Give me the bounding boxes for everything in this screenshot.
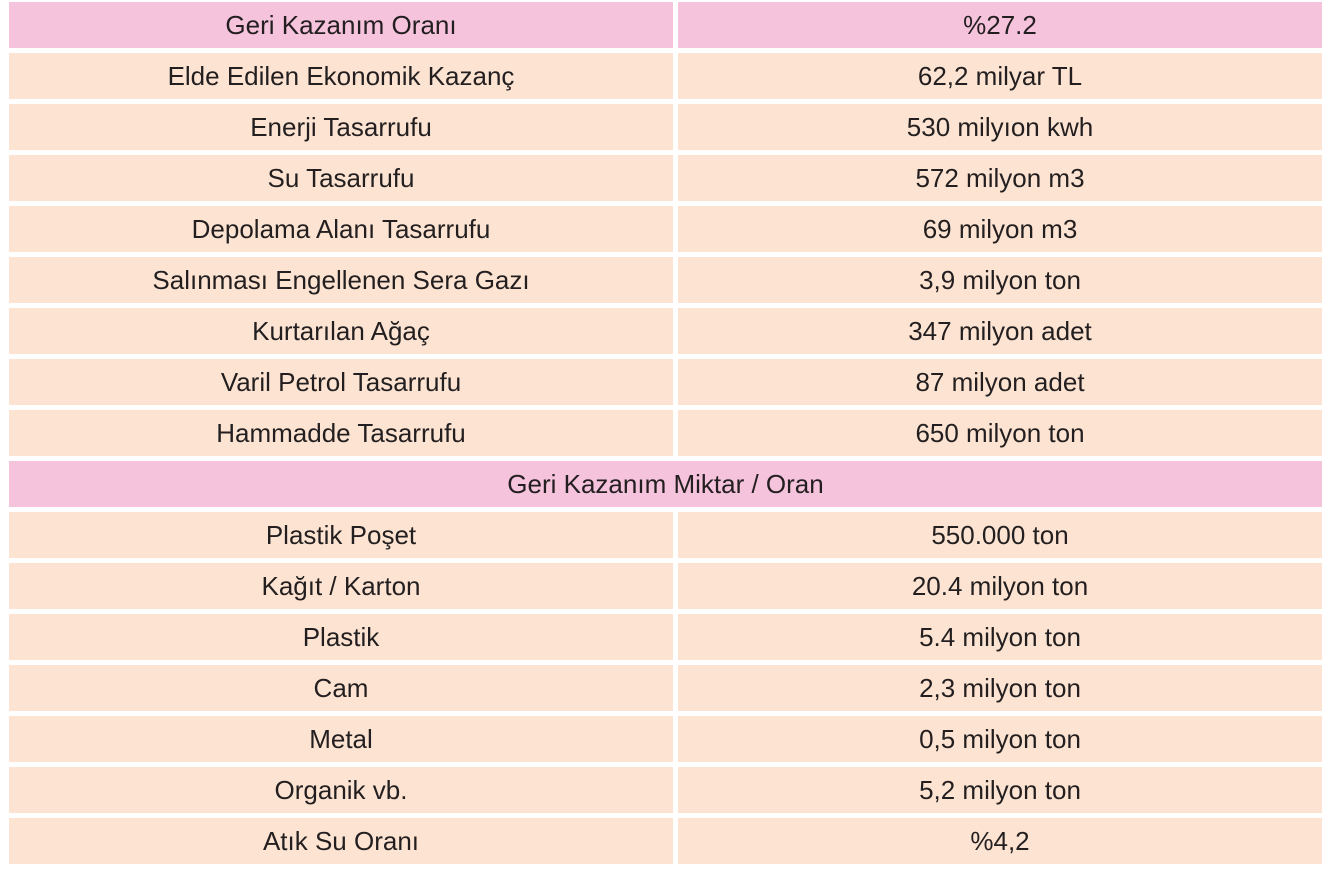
row-label: Su Tasarrufu (9, 155, 678, 206)
table-row (9, 359, 1322, 410)
row-label: Elde Edilen Ekonomik Kazanç (9, 53, 678, 104)
table-row (9, 206, 1322, 257)
row-value: 62,2 milyar TL (678, 53, 1322, 104)
table-row (9, 563, 1322, 614)
header-label: Geri Kazanım Oranı (9, 2, 678, 53)
header-row (9, 2, 1322, 53)
row-value: 5,2 milyon ton (678, 767, 1322, 818)
row-value: 87 milyon adet (678, 359, 1322, 410)
table-row (9, 410, 1322, 461)
row-label: Kağıt / Karton (9, 563, 678, 614)
row-value: %4,2 (678, 818, 1322, 864)
table-row (9, 716, 1322, 767)
table-row (9, 665, 1322, 716)
row-value: 69 milyon m3 (678, 206, 1322, 257)
row-label: Kurtarılan Ağaç (9, 308, 678, 359)
table-row (9, 614, 1322, 665)
table-row (9, 308, 1322, 359)
section-title: Geri Kazanım Miktar / Oran (9, 461, 1322, 512)
table-row (9, 257, 1322, 308)
row-value: 5.4 milyon ton (678, 614, 1322, 665)
table-row (9, 818, 1322, 864)
row-label: Enerji Tasarrufu (9, 104, 678, 155)
row-value: 572 milyon m3 (678, 155, 1322, 206)
row-value: 2,3 milyon ton (678, 665, 1322, 716)
row-value: 20.4 milyon ton (678, 563, 1322, 614)
row-value: 3,9 milyon ton (678, 257, 1322, 308)
table-row (9, 512, 1322, 563)
row-label: Plastik (9, 614, 678, 665)
row-value: 347 milyon adet (678, 308, 1322, 359)
row-value: 530 milyıon kwh (678, 104, 1322, 155)
row-label: Plastik Poşet (9, 512, 678, 563)
section-title-row (9, 461, 1322, 512)
row-label: Atık Su Oranı (9, 818, 678, 864)
row-label: Cam (9, 665, 678, 716)
row-label: Depolama Alanı Tasarrufu (9, 206, 678, 257)
row-label: Metal (9, 716, 678, 767)
table-row (9, 104, 1322, 155)
table-row (9, 155, 1322, 206)
row-value: 0,5 milyon ton (678, 716, 1322, 767)
recycling-table (9, 2, 1322, 864)
row-label: Hammadde Tasarrufu (9, 410, 678, 461)
row-label: Salınması Engellenen Sera Gazı (9, 257, 678, 308)
header-value: %27.2 (678, 2, 1322, 53)
row-label: Organik vb. (9, 767, 678, 818)
row-label: Varil Petrol Tasarrufu (9, 359, 678, 410)
row-value: 550.000 ton (678, 512, 1322, 563)
table-row (9, 767, 1322, 818)
table-row (9, 53, 1322, 104)
row-value: 650 milyon ton (678, 410, 1322, 461)
